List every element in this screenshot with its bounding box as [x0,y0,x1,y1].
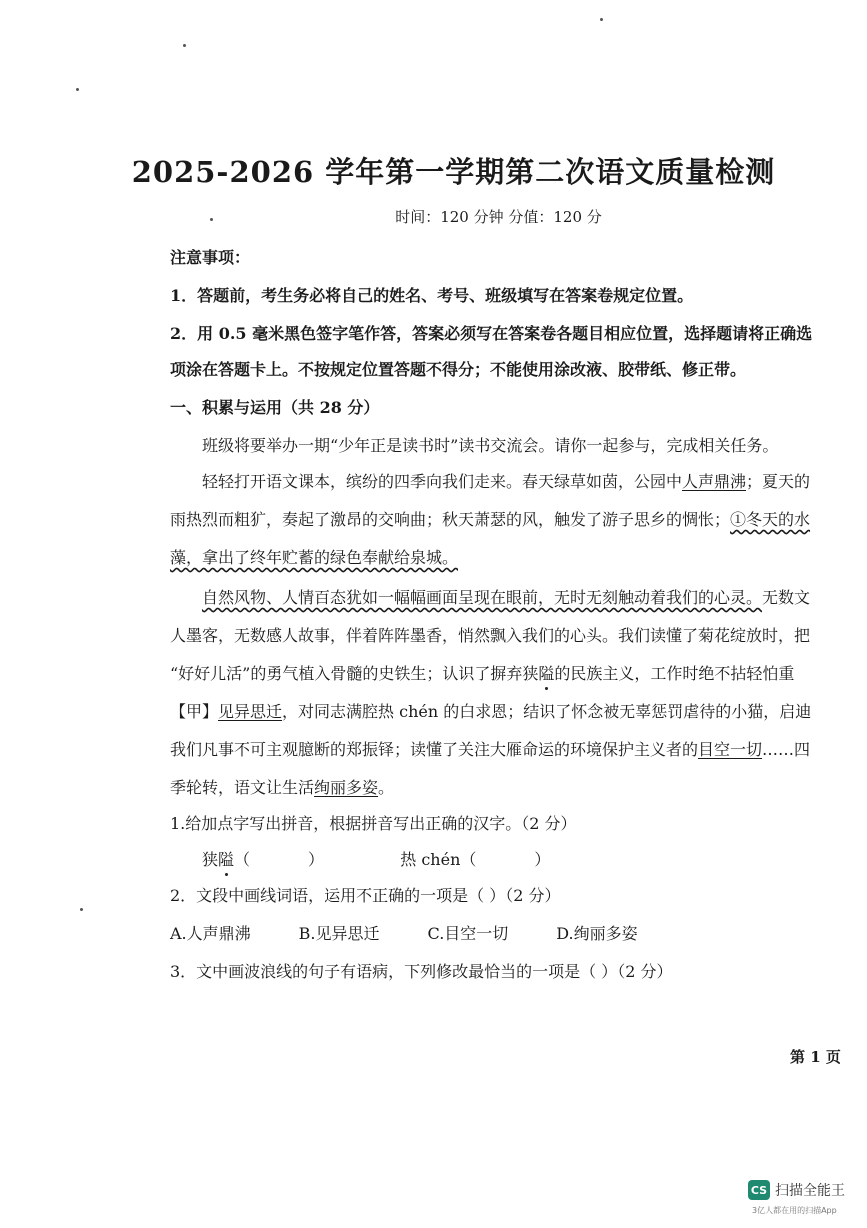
option-a: A.人声鼎沸 [170,924,251,943]
option-d: D.绚丽多姿 [556,924,638,943]
text: 【甲】 [170,702,219,721]
dotted-character: 隘 [218,850,235,869]
notes-item-2-line-2: 项涂在答题卡上。不按规定位置答题不得分；不能使用涂改液、胶带纸、修正带。 [170,360,747,379]
watermark-subtitle: 3亿人都在用的扫描App [752,1206,837,1215]
scanner-watermark [748,1180,845,1200]
text: 轻轻打开语文课本，缤纷的四季向我们走来。春天绿草如茵，公园中 [202,472,683,491]
exam-title: 2025-2026 学年第一学期第二次语文质量检测 [131,155,776,189]
wavy-sentence-part: 藻，拿出了终年贮蓄的绿色奉献给泉城。 [170,548,459,567]
text: 的民族主义，工作时绝不拈轻怕重 [554,664,795,683]
text: 我们凡事不可主观臆断的郑振铎；读懂了关注大雁命运的环境保护主义者的 [170,740,699,759]
question-2-options [170,924,830,944]
paragraph-2-line-6 [170,778,830,798]
question-3: 3．文中画波浪线的句子有语病，下列修改最恰当的一项是（ ）（2 分） [170,962,673,981]
paragraph-1-line-2 [170,510,830,530]
page-number: 第 1 页 [790,1048,841,1066]
text: 。 [378,778,395,797]
underlined-word-1: 人声鼎沸 [682,472,747,491]
text: 雨热烈而粗犷，奏起了激昂的交响曲；秋天萧瑟的风，触发了游子思乡的惆怅； [170,510,731,529]
question-1-items [202,850,862,870]
notes-heading: 注意事项： [170,248,251,267]
option-b: B.见异思迁 [298,924,380,943]
text: （ [234,850,251,869]
text: “好好儿活”的勇气植入骨髓的史铁生；认识了摒弃狭 [170,664,539,683]
text: 季轮转，语文让生活 [170,778,315,797]
underlined-word-3: 目空一切 [698,740,763,759]
exam-subtitle: 时间：120 分钟 分值：120 分 [395,208,602,226]
paragraph-2-line-1 [202,588,862,608]
text: 热 chén（ [400,850,477,869]
text: ） [308,850,325,869]
paragraph-2-line-3 [170,664,830,684]
notes-item-1: 1．答题前，考生务必将自己的姓名、考号、班级填写在答案卷规定位置。 [170,286,694,305]
paragraph-2-line-4 [170,702,830,722]
text: 狭 [202,850,219,869]
question-1: 1.给加点字写出拼音，根据拼音写出正确的汉字。（2 分） [170,814,577,833]
camscanner-icon: CS [748,1180,770,1200]
section-1-intro: 班级将要举办一期“少年正是读书时”读书交流会。请你一起参与，完成相关任务。 [202,436,779,455]
text: ……四 [762,740,811,759]
dotted-character: 隘 [538,664,555,683]
paragraph-1-line-1 [202,472,862,492]
paragraph-2-line-2: 人墨客，无数感人故事，伴着阵阵墨香，悄然飘入我们的心头。我们读懂了菊花绽放时，把 [170,626,811,645]
section-1-heading: 一、积累与运用（共 28 分） [170,398,380,417]
notes-item-2-line-1: 2．用 0.5 毫米黑色签字笔作答，答案必须写在答案卷各题目相应位置，选择题请将正确选 [170,324,813,343]
paragraph-2-line-5 [170,740,830,760]
underlined-word-4: 绚丽多姿 [314,778,379,797]
text: ；夏天的 [746,472,811,491]
underlined-word-2: 见异思迁 [218,702,283,721]
wavy-sentence: 自然风物、人情百态犹如一幅幅画面呈现在眼前，无时无刻触动着我们的心灵。 [202,588,763,607]
paragraph-1-line-3 [170,548,830,568]
watermark-name: 扫描全能王 [775,1183,845,1199]
text: ） [534,850,551,869]
wavy-sentence-part: ①冬天的水 [730,510,811,529]
option-c: C.目空一切 [427,924,509,943]
question-2: 2．文段中画线词语，运用不正确的一项是（ ）（2 分） [170,886,561,905]
text: ，对同志满腔热 chén 的白求恩；结识了怀念被无辜惩罚虐待的小猫，启迪 [282,702,812,721]
text: 无数文 [762,588,811,607]
